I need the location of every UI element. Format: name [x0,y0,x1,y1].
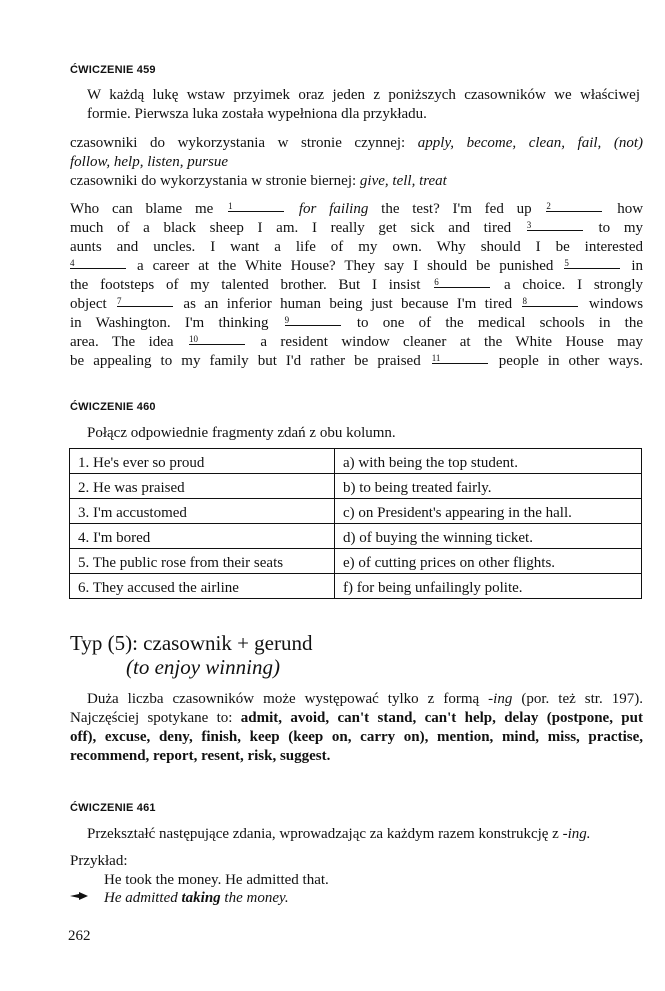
text-segment: Przekształć następujące zdania, wprowadzając za każdym razem konstrukcję z [87,826,563,842]
exercise-461-heading: ĆWICZENIE 461 [70,802,156,814]
matching-table [69,448,642,599]
gap-2: 2 [546,201,602,212]
text-segment: people in other ways. [498,353,643,369]
text-segment: windows [588,296,644,312]
text-line-4 [70,257,643,276]
table-row [70,499,642,524]
left-cell: 1. He's ever so proud [70,449,335,474]
text-line-2 [70,219,643,238]
text-segment: a resident window cleaner at the White House may [260,334,644,350]
gap-4: 4 [70,258,126,269]
text-line-1 [70,200,643,219]
left-cell: 4. I'm bored [70,524,335,549]
text-segment: the money. [220,890,289,906]
text-segment: in Washington. I'm thinking [70,315,269,331]
table-row [70,549,642,574]
text-segment: the footsteps of my talented brother. But I insist [70,277,421,293]
gap-6: 6 [434,277,490,288]
right-cell: e) of cutting prices on other flights. [335,549,642,574]
text-segment: a choice. I strongly [503,277,644,293]
text-segment: much of a black sheep I am. I really get sick and tired [70,220,512,236]
typ-paragraph-line2 [70,709,643,728]
page-number: 262 [68,928,91,944]
gap-11: 11 [432,353,488,364]
active-verbs-label: czasowniki do wykorzystania w stronie czynnej: [70,135,418,151]
exercise-459-instruction-line2: formie. Pierwsza luka została wypełniona dla przykładu. [87,106,427,122]
text-segment: Najczęściej spotykane to: [70,710,241,726]
text-segment: He admitted [104,890,182,906]
gap-7: 7 [117,296,173,307]
text-segment: for failing [298,201,369,217]
text-segment: how [617,201,644,217]
active-verbs-list: apply, become, clean, fail, (not) [417,135,643,151]
active-verbs-line1 [70,134,643,153]
gap-9: 9 [285,315,341,326]
text-segment: (por. też str. 197). [512,691,643,707]
right-cell: f) for being unfailingly polite. [335,574,642,599]
text-segment: Who can blame me [70,201,214,217]
left-cell: 6. They accused the airline [70,574,335,599]
section-title: Typ (5): czasownik + gerund [70,631,313,655]
text-line-3: aunts and uncles. I want a life of my own. Why should I be interested [70,239,643,255]
text-segment: to one of the medical schools in the [356,315,643,331]
text-segment: as an inferior human being just because I'm tired [183,296,513,312]
gap-8: 8 [522,296,578,307]
typ-paragraph-line3: off), excuse, deny, finish, keep (keep on, carry on), mention, mind, miss, practise, [70,729,643,745]
text-line-6 [70,295,643,314]
left-cell: 3. I'm accustomed [70,499,335,524]
exercise-461-instruction [87,825,591,844]
text-segment: be appealing to my family but I'd rather be praised [70,353,421,369]
table-row [70,574,642,599]
exercise-460-instruction: Połącz odpowiednie fragmenty zdań z obu kolumn. [87,425,396,441]
text-segment: object [70,296,107,312]
text-segment: taking [181,890,221,906]
active-verbs-line2: follow, help, listen, pursue [70,154,229,170]
gap-3: 3 [527,220,583,231]
example-answer [104,889,289,908]
exercise-459-heading: ĆWICZENIE 459 [70,64,156,76]
left-cell: 5. The public rose from their seats [70,549,335,574]
right-cell: a) with being the top student. [335,449,642,474]
passive-verbs-label: czasowniki do wykorzystania w stronie biernej: [70,173,360,189]
right-cell: d) of buying the winning ticket. [335,524,642,549]
exercise-460-heading: ĆWICZENIE 460 [70,401,156,413]
text-line-9 [70,352,643,371]
gap-5: 5 [564,258,620,269]
text-segment: area. The idea [70,334,174,350]
passive-verbs-list: give, tell, treat [359,173,447,189]
gap-1: 1 [228,201,284,212]
text-segment: a career at the White House? They say I should be punished [136,258,554,274]
section-example: (to enjoy winning) [126,655,280,679]
text-segment: -ing [488,691,513,707]
right-cell: b) to being treated fairly. [335,474,642,499]
typ-paragraph-line1 [87,690,643,709]
text-segment: in [631,258,644,274]
text-line-8 [70,333,643,352]
passive-verbs-line [70,172,447,191]
right-cell: c) on President's appearing in the hall. [335,499,642,524]
text-segment: Duża liczba czasowników może występować tylko z formą [87,691,489,707]
table-row [70,524,642,549]
verb-list: admit, avoid, can't stand, can't help, delay (postpone, put [240,710,643,726]
table-row [70,449,642,474]
typ-paragraph-line4: recommend, report, resent, risk, suggest. [70,748,331,764]
example-label: Przykład: [70,853,128,869]
exercise-459-instruction-line1: W każdą lukę wstaw przyimek oraz jeden z poniższych czasowników we właściwej [87,87,640,103]
text-segment: -ing. [562,826,591,842]
text-segment: the test? I'm fed up [381,201,532,217]
pointing-hand-icon [69,890,89,907]
table-row [70,474,642,499]
example-sentence: He took the money. He admitted that. [104,872,329,888]
text-line-5 [70,276,643,295]
gap-10: 10 [189,334,245,345]
left-cell: 2. He was praised [70,474,335,499]
text-line-7 [70,314,643,333]
text-segment: to my [598,220,643,236]
